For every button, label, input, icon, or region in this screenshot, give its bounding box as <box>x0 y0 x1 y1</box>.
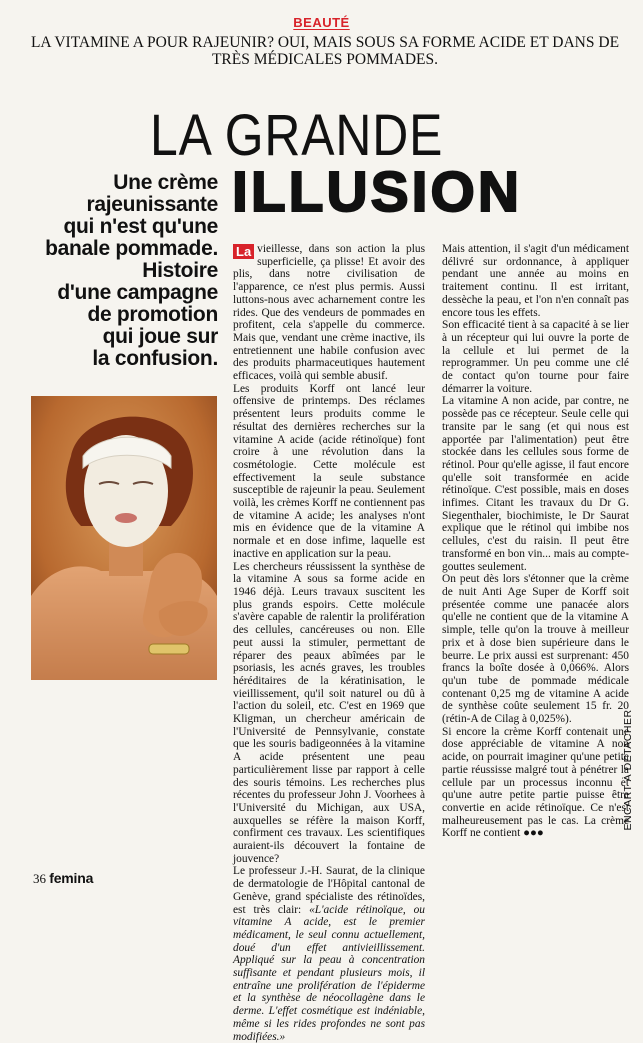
standfirst-line: rajeunissante <box>86 193 218 216</box>
section-label: BEAUTÉ <box>293 15 350 30</box>
standfirst-line: qui joue sur <box>102 325 218 348</box>
standfirst-line: qui n'est qu'une <box>63 215 218 238</box>
woman-face-mask-photo <box>31 396 217 680</box>
side-label: ENCART À DÉTACHER <box>622 709 634 831</box>
paragraph: Si encore la crème Korff contenait une dose appréciable de vitamine A non acide, on pourrait imaginer qu'une petite partie réussisse malgré tout à pénétrer la cellule par un processus inconnu et qu'une autre petite partie puisse être convertie en acide rétinoïque. Ce n'est malheureusement pas le cas. La crème Korff ne contient ●●● <box>442 725 629 840</box>
page-footer <box>33 870 93 887</box>
dek: LA VITAMINE A POUR RAJEUNIR? OUI, MAIS SOUS SA FORME ACIDE ET DANS DE TRÈS MÉDICALES POMMADES. <box>30 34 620 68</box>
paragraph: On peut dès lors s'étonner que la crème de nuit Anti Age Super de Korff soit présentée comme une panacée alors qu'elle ne contient que de la vitamine A simple, telle qu'on la trouve à meilleur prix et à dose bien supérieure dans le beurre. Le prix aussi est surprenant: 450 francs la boîte dosée à 0,066%. Alors qu'un tube de pommade médicale contenant 0,25 mg de vitamine A acide de synthèse coûte seulement 15 fr. 20 (rétin-A de Cilag à 0,025%). <box>442 573 629 726</box>
standfirst-line: la confusion. <box>92 347 218 370</box>
standfirst-line: Une crème <box>113 171 218 194</box>
dropcap: La <box>233 244 254 259</box>
standfirst-line: d'une campagne <box>57 281 218 304</box>
page-number: 36 <box>33 871 46 886</box>
article-column-2 <box>442 243 629 840</box>
paragraph: Les produits Korff ont lancé leur offensive de printemps. Des réclames présentent leurs produits comme le résultat des dernières recherches sur la vitamine A acide (acide rétinoïque) font croire à une révolution dans la cosmétologie. Cette molécule est effectivement la seule substance susceptible de rajeunir la peau. Seulement voilà, les crèmes Korff ne contiennent pas de vitamine A acide; les analyses n'ont mis en évidence que de la vitamine A normale et en dose infime, laquelle est inactive en application sur la peau. <box>233 382 425 560</box>
standfirst-line: de promotion <box>87 303 218 326</box>
article-column-1 <box>233 243 425 1043</box>
paragraph: Les chercheurs réussissent la synthèse de la vitamine A sous sa forme acide en 1946 déjà. Leurs travaux suscitent les plus grands espoirs. Cette molécule s'avère capable de ralentir la prolifération des cellules, cancéreuses ou non. Elle peut aussi la stimuler, permettant de réparer des peaux abîmées par le psoriasis, les acnés graves, les troubles héréditaires de la kératinisation, le vieillissement, qu'il soit naturel ou dû à l'action du soleil, etc. C'est en 1969 que Kligman, un chercheur américain de l'Université de Pennsylvanie, constate que les souris badigeonnées à la vitamine A acide présentent une peau particulièrement lisse par rapport à celle des souris témoins. Les recherches plus récentes du professeur John J. Voorhees à l'Université du Michigan, aux USA, auxquelles se réfère la maison Korff, confirment ces travaux. Les scientifiques auraient-ils découvert la fontaine de jouvence? <box>233 560 425 865</box>
paragraph: La vitamine A non acide, par contre, ne possède pas ce récepteur. Seule celle qui transite par le sang (et qui nous est apportée par l'alimentation) peut être stockée dans les cellules sous forme de rétinol. Pour qu'elle agisse, il faut encore qu'elle soit transformée en acide rétinoïque. C'est possible, mais en doses infimes. Citant les travaux du Dr G. Siegenthaler, biochimiste, le Dr Saurat explique que le rétinol qui imbibe nos cellules, c'est du raisin. Il peut être transformé en bon vin... mais au compte-gouttes seulement. <box>442 395 629 573</box>
paragraph: La vieillesse, dans son action la plus superficielle, ça plisse! Et avoir des plis, dans notre civilisation de l'apparence, ce n'est plus permis. Aussi luttons-nous avec acharnement contre les rides. Que des vendeurs de pommades en profitent, cela s'appelle du commerce. Mais que, vendant une crème inactive, ils entretiennent une habile confusion avec des produits pharmaceutiques hautement efficaces, voilà qui semble abusif. <box>233 243 425 383</box>
standfirst-line: Histoire <box>142 259 218 282</box>
title-line-1: LA GRANDE <box>150 103 444 168</box>
paragraph: Le professeur J.-H. Saurat, de la clinique de dermatologie de l'Hôpital cantonal de Genève, grand spécialiste des rétinoïdes, est très clair: «L'acide rétinoïque, ou vitamine A acide, est le premier médicament, le seul connu actuellement, doué d'un effet antivieillissement. Appliqué sur la peau à concentration suffisante et pendant plusieurs mois, il entraîne une prolifération de l'épiderme et la synthèse de néocollagène dans le derme. L'effet cosmétique est indéniable, même si les rides profondes ne sont pas modifiées.» <box>233 865 425 1043</box>
paragraph: Son efficacité tient à sa capacité à se lier à un récepteur qui lui ouvre la porte de la cellule et lui permet de la reprogrammer. Un peu comme une clé de contact qu'on tourne pour faire démarrer la voiture. <box>442 319 629 395</box>
paragraph: Mais attention, il s'agit d'un médicament délivré sur ordonnance, à appliquer pendant une année au moins en traitement continu. Il est irritant, dessèche la peau, et l'on n'en connaît pas encore tous les effets. <box>442 243 629 319</box>
standfirst <box>20 172 218 370</box>
magazine-name: femina <box>49 870 94 886</box>
standfirst-line: banale pommade. <box>45 237 218 260</box>
continued-marker: ●●● <box>523 827 544 840</box>
title-line-2: ILLUSION <box>232 160 522 224</box>
